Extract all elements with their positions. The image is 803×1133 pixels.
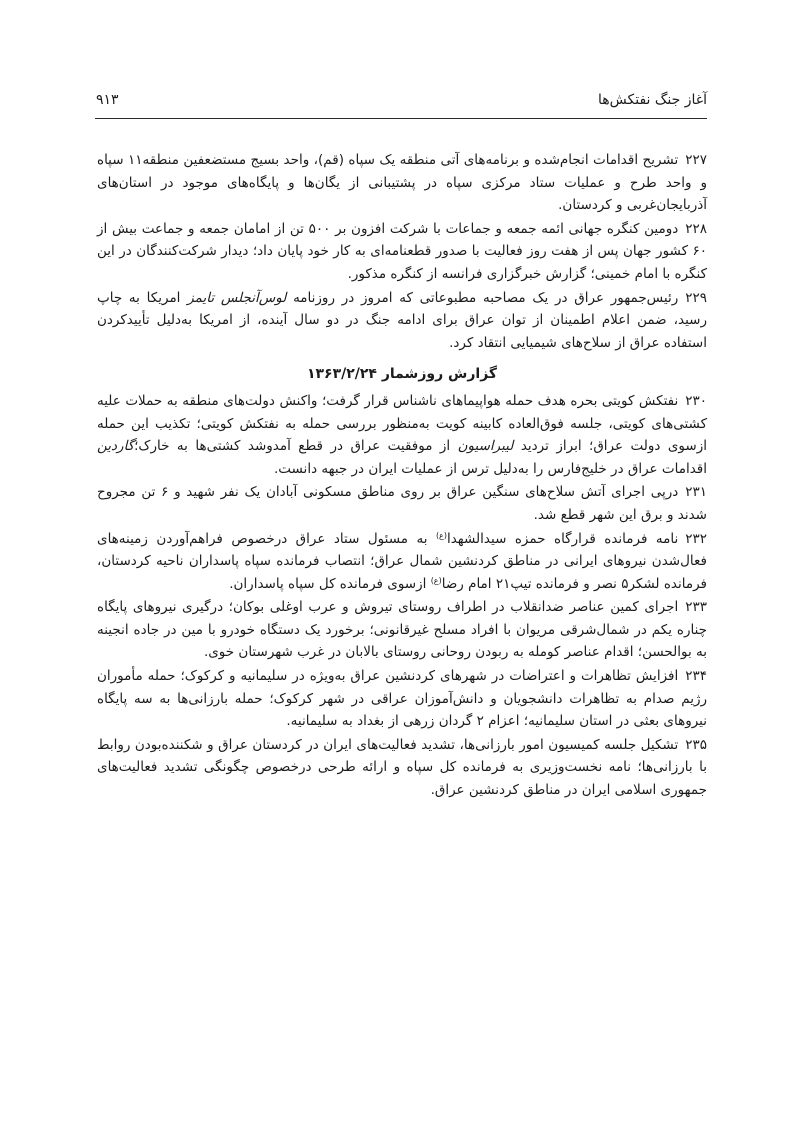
chapter-title: آغاز جنگ نفتکش‌ها (598, 92, 707, 108)
entry-233 (97, 596, 707, 664)
page-header (96, 89, 707, 111)
entry-text: دومین کنگره جهانی ائمه جمعه و جماعات با شرکت افزون بر ۵۰۰ تن از امامان جمعه و جماعت بیش از ۶۰ کشور جهان پس از هفت روز فعالیت با صدور قطعنامه‌ای به کار خود پایان داد؛ دیدار شرکت‌کنندگان در این کنگره با امام خمینی؛ گزارش خبرگزاری فرانسه از کنگره مذکور. (97, 220, 707, 282)
entry-number: ۲۳۵ (685, 736, 707, 753)
entry-230 (97, 390, 707, 480)
entry-232 (97, 528, 707, 596)
entry-number: ۲۳۳ (685, 599, 707, 616)
honorific-superscript: (ع) (435, 530, 447, 540)
section-heading: گزارش روزشمار ۱۳۶۳/۲/۲۴ (306, 366, 498, 383)
entry-228 (97, 218, 707, 286)
entry-number: ۲۲۸ (685, 220, 708, 237)
entry-text: به مسئول ستاد عراق درخصوص فراهم‌آوردن زمینه‌های فعال‌شدن نیروهای ایرانی در مناطق کردنشین شمال عراق؛ انتصاب فرمانده سپاه پاسداران ناحیه کردستان، فرمانده لشکر۵ نصر و فرمانده تیپ۲۱ امام رضا (97, 530, 707, 592)
entry-text: رئیس‌جمهور عراق در یک مصاحبه مطبوعاتی که امروز در روزنامه (286, 289, 679, 306)
entry-text: نفتکش کویتی بحره هدف حمله هواپیماهای ناشناس قرار گرفت؛ واکنش دولت‌های منطقه به حملات علیه کشتی‌های کویتی، جلسه فوق‌العاده کابینه کویت به‌منظور بررسی حمله به نفتکش کویتی؛ تکذیب این حمله ازسوی دولت عراق؛ ابراز تردید (97, 392, 707, 455)
page-body (97, 149, 707, 803)
entry-text: درپی اجرای آتش سلاح‌های سنگین عراق بر روی مناطق مسکونی آبادان یک نفر شهید و ۶ تن مجروح شدند و برق این شهر قطع شد. (97, 484, 707, 523)
newspaper-name: لیبراسیون (457, 438, 514, 455)
entry-231 (97, 481, 707, 526)
entry-number: ۲۳۱ (685, 484, 708, 501)
entry-229 (97, 287, 707, 355)
newspaper-name: گاردین (97, 438, 135, 455)
entry-234 (97, 665, 707, 733)
entry-text: از موفقیت عراق در قطع آمدوشد کشتی‌ها به خارک؛ (134, 438, 458, 455)
entry-text: نامه فرمانده قرارگاه حمزه سیدالشهدا (446, 530, 679, 547)
entry-text: ازسوی فرمانده کل سپاه پاسداران. (229, 575, 431, 592)
entry-text: افزایش تظاهرات و اعتراضات در شهرهای کردنشین عراق به‌ویژه در سلیمانیه و کرکوک؛ حمله مأموران رژیم صدام به تظاهرات دانشجویان و دانش‌آموزان عراقی در شهر کرکوک؛ حمله بارزانی‌ها به سه پایگاه نیروهای بعثی در استان سلیمانیه؛ اعزام ۲ گردان زرهی از بغداد به سلیمانیه. (97, 668, 707, 730)
header-rule (95, 118, 707, 119)
entry-227 (97, 149, 707, 217)
entry-text: تشکیل جلسه کمیسیون امور بارزانی‌ها، تشدید فعالیت‌های ایران در کردستان عراق و شکننده‌بودن روابط با بارزانی‌ها؛ نامه نخست‌وزیری به فرمانده کل سپاه و ارائه طرحی درخصوص چگونگی تشدید فعالیت‌های جمهوری اسلامی ایران در مناطق کردنشین عراق. (97, 736, 707, 799)
page-number: ۹۱۳ (96, 92, 119, 108)
entry-text: اقدامات عراق در خلیج‌فارس را به‌دلیل ترس از عملیات ایران در جبهه دانست. (273, 460, 707, 477)
entry-number: ۲۳۲ (685, 530, 707, 547)
entry-text: امریکا به چاپ رسید، ضمن اعلام اطمینان از توان عراق برای ادامه جنگ در دو سال آینده، از امریکا به‌دلیل تأییدکردن استفاده عراق از سلاح‌های شیمیایی انتقاد کرد. (97, 289, 707, 351)
honorific-superscript: (ع) (430, 575, 442, 585)
entry-text: اجرای کمین عناصر ضدانقلاب در اطراف روستای تیروش و عرب اوغلی بوکان؛ درگیری نیروهای پایگاه چناره یکم در شمال‌شرقی مریوان با افراد مسلح غیرقانونی؛ برخورد یک دستگاه خودرو با مین در جاده انجینه به بوالحسن؛ اقدام عناصر کومله به ربودن روحانی روستای بالابان در غرب شهرستان خوی. (97, 599, 707, 661)
entry-235 (97, 734, 707, 802)
newspaper-name: لوس‌آنجلس تایمز (187, 289, 287, 306)
entry-number: ۲۳۴ (685, 668, 707, 685)
entry-text: تشریح اقدامات انجام‌شده و برنامه‌های آتی منطقه یک سپاه (قم)، واحد بسیج مستضعفین منطقه۱۱ سپاه و واحد طرح و عملیات ستاد مرکزی سپاه در پشتیبانی از یگان‌ها و پایگاه‌های موجود در استان‌های آذربایجان‌غربی و کردستان. (97, 152, 707, 214)
entry-number: ۲۲۹ (685, 289, 707, 306)
entry-number: ۲۲۷ (685, 152, 707, 168)
entry-number: ۲۳۰ (685, 392, 707, 409)
